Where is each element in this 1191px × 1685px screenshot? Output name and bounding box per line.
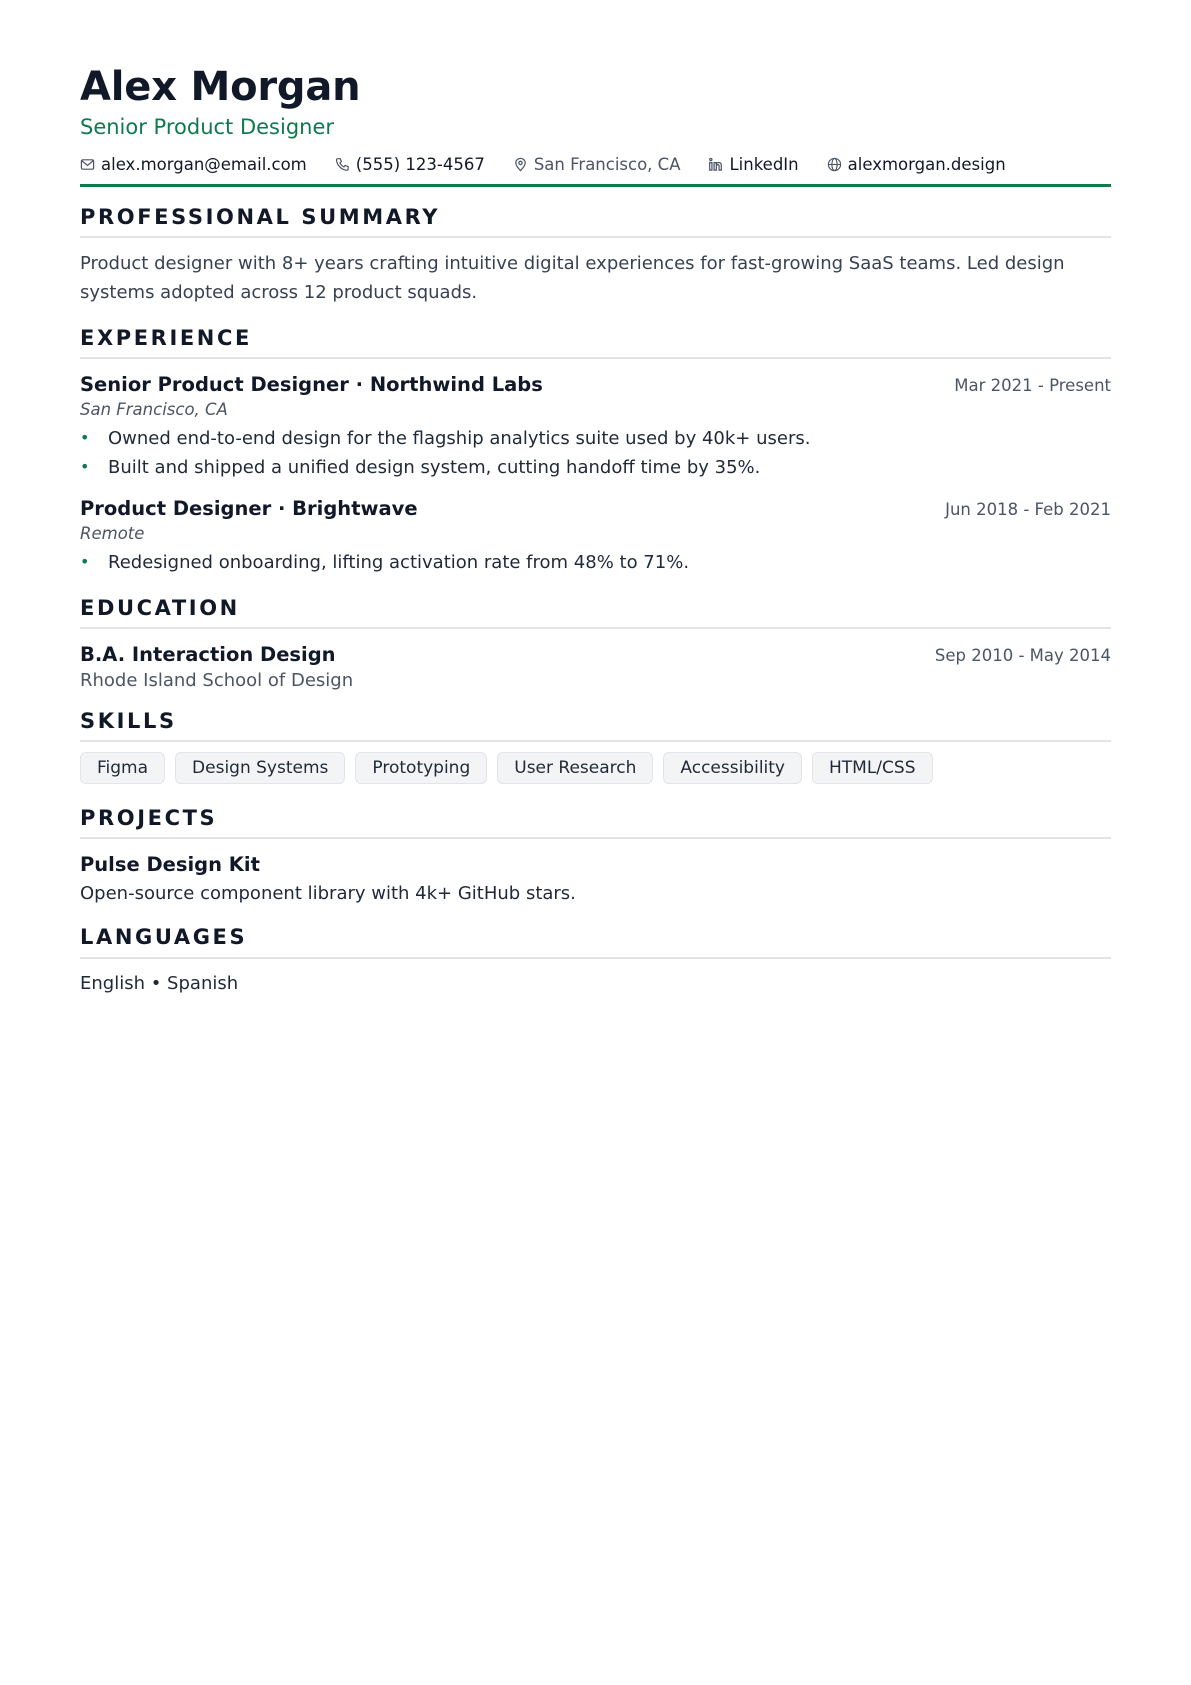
section-heading-summary: PROFESSIONAL SUMMARY (80, 205, 1111, 238)
education-degree: B.A. Interaction Design (80, 642, 336, 666)
section-heading-experience: EXPERIENCE (80, 326, 1111, 359)
education-entry-header (80, 643, 1111, 666)
section-heading-projects: PROJECTS (80, 806, 1111, 839)
contact-linkedin-text: LinkedIn (729, 155, 799, 175)
contact-email-text: alex.morgan@email.com (101, 155, 307, 175)
contact-phone-text: (555) 123-4567 (355, 155, 485, 175)
skills-section (80, 709, 1111, 788)
contact-linkedin[interactable] (708, 155, 798, 174)
skill-chip: Design Systems (175, 752, 345, 784)
experience-entry (80, 497, 1111, 578)
education-school: Rhode Island School of Design (80, 669, 354, 691)
experience-bullets (80, 549, 1111, 578)
phone-icon (335, 157, 350, 172)
resume-header (80, 64, 1111, 187)
experience-entry-header (80, 497, 1111, 520)
experience-role: Senior Product Designer · Northwind Labs (80, 373, 543, 397)
contact-location-text: San Francisco, CA (533, 155, 681, 175)
section-heading-languages: LANGUAGES (80, 925, 1111, 958)
skill-chip: Prototyping (355, 752, 487, 784)
skill-chip: User Research (497, 752, 653, 784)
contact-website-text: alexmorgan.design (847, 155, 1006, 175)
bullet-dot-icon: • (80, 457, 90, 477)
bullet-dot-icon: • (80, 428, 90, 448)
experience-dates: Jun 2018 - Feb 2021 (945, 499, 1111, 519)
contact-phone[interactable] (335, 155, 485, 174)
project-title: Pulse Design Kit (80, 853, 260, 877)
summary-section (80, 205, 1111, 308)
bullet-text: Built and shipped a unified design system, cutting handoff time by 35%. (108, 457, 761, 479)
contact-website[interactable] (827, 155, 1006, 174)
skills-list (80, 752, 1111, 788)
bullet-item (80, 549, 1111, 578)
education-entry (80, 643, 1111, 691)
project-description: Open-source component library with 4k+ GitHub stars. (80, 883, 576, 905)
experience-bullets (80, 425, 1111, 483)
education-section (80, 596, 1111, 691)
candidate-title: Senior Product Designer (80, 115, 335, 139)
location-icon (513, 157, 528, 172)
section-heading-skills: SKILLS (80, 709, 1111, 742)
experience-entry (80, 373, 1111, 483)
bullet-item (80, 454, 1111, 483)
experience-entry-header (80, 373, 1111, 396)
languages-text: English • Spanish (80, 972, 239, 994)
contact-email[interactable] (80, 155, 307, 174)
linkedin-icon (708, 157, 723, 172)
skill-chip: Accessibility (663, 752, 802, 784)
experience-location: Remote (80, 523, 145, 543)
globe-icon (827, 157, 842, 172)
experience-role: Product Designer · Brightwave (80, 496, 418, 520)
experience-location: San Francisco, CA (80, 400, 228, 420)
mail-icon (80, 157, 95, 172)
languages-section (80, 925, 1111, 993)
experience-section (80, 326, 1111, 578)
skill-chip: Figma (80, 752, 165, 784)
bullet-text: Owned end-to-end design for the flagship analytics suite used by 40k+ users. (108, 428, 811, 450)
bullet-dot-icon: • (80, 551, 90, 571)
education-dates: Sep 2010 - May 2014 (934, 645, 1111, 665)
contact-location (513, 155, 681, 174)
summary-text: Product designer with 8+ years crafting intuitive digital experiences for fast-growing SaaS teams. Led design systems adopted across 12 product squads. (80, 253, 1065, 304)
section-heading-education: EDUCATION (80, 596, 1111, 629)
candidate-name: Alex Morgan (80, 64, 361, 110)
contact-bar (80, 155, 1111, 174)
skill-chip: HTML/CSS (812, 752, 933, 784)
projects-section (80, 806, 1111, 907)
bullet-item (80, 425, 1111, 454)
bullet-text: Redesigned onboarding, lifting activation rate from 48% to 71%. (108, 551, 690, 573)
experience-dates: Mar 2021 - Present (954, 376, 1111, 396)
